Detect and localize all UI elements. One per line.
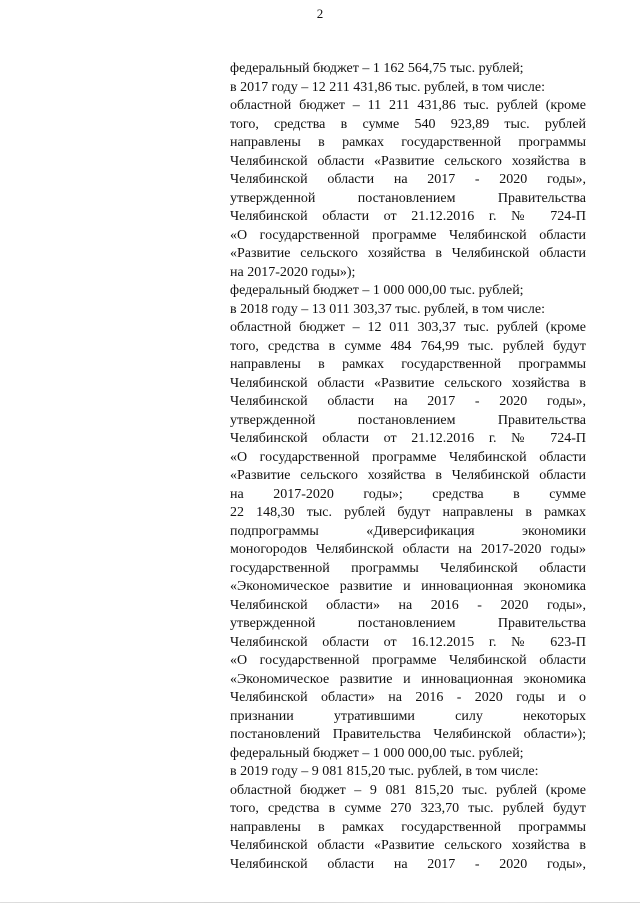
text-line: Челябинской области на 2017 - 2020 годы»,	[230, 856, 586, 872]
text-line: в 2019 году – 9 081 815,20 тыс. рублей, в том числе:	[230, 764, 539, 779]
text-line: утвержденной постановлением Правительства	[230, 616, 586, 631]
text-line: на 2017-2020 годы»);	[230, 264, 356, 280]
text-line: в 2018 году – 13 011 303,37 тыс. рублей, в том числе:	[230, 301, 546, 317]
text-line: в 2017 году – 12 211 431,86 тыс. рублей, в том числе:	[230, 79, 546, 95]
text-line: Челябинской области на 2017 - 2020 годы»,	[230, 394, 586, 409]
text-line: того, средства в сумме 540 923,89 тыс. рублей	[230, 116, 586, 132]
text-line: государственной программы Челябинской области	[230, 560, 586, 576]
text-line: на 2017-2020 годы»; средства в сумме	[230, 486, 586, 502]
text-line: федеральный бюджет – 1 000 000,00 тыс. рублей;	[230, 745, 524, 761]
text-line: Челябинской области от 21.12.2016 г. № 724-П	[230, 209, 586, 224]
text-line: Челябинской области «Развитие сельского хозяйства в	[230, 153, 586, 169]
text-line: того, средства в сумме 484 764,99 тыс. рублей будут	[230, 338, 586, 354]
text-line: федеральный бюджет – 1 000 000,00 тыс. рублей;	[230, 283, 524, 298]
text-line: «О государственной программе Челябинской области	[230, 227, 586, 243]
text-line: федеральный бюджет – 1 162 564,75 тыс. рублей;	[230, 61, 524, 76]
text-line: «Экономическое развитие и инновационная экономика	[230, 671, 586, 687]
text-line: Челябинской области от 21.12.2016 г. № 724-П	[230, 431, 586, 446]
text-line: Челябинской области» на 2016 - 2020 годы»,	[230, 597, 586, 613]
text-line: «Развитие сельского хозяйства в Челябинской области	[230, 468, 586, 483]
text-line: Челябинской области «Развитие сельского хозяйства в	[230, 838, 586, 853]
text-line: Челябинской области «Развитие сельского хозяйства в	[230, 375, 586, 391]
text-line: Челябинской области на 2017 - 2020 годы»,	[230, 172, 586, 187]
document-body	[230, 60, 586, 874]
page-number: 2	[316, 6, 324, 21]
text-line: 22 148,30 тыс. рублей будут направлены в рамках	[230, 505, 586, 520]
text-line: «О государственной программе Челябинской области	[230, 653, 586, 668]
text-line: областной бюджет – 12 011 303,37 тыс. рублей (кроме	[230, 320, 586, 335]
text-line: подпрограммы «Диверсификация экономики	[230, 523, 586, 539]
text-line: моногородов Челябинской области на 2017-2020 годы»	[230, 542, 586, 557]
text-line: направлены в рамках государственной программы	[230, 819, 586, 835]
text-line: «Экономическое развитие и инновационная экономика	[230, 579, 586, 594]
text-line: «О государственной программе Челябинской области	[230, 449, 586, 465]
text-line: того, средства в сумме 270 323,70 тыс. рублей будут	[230, 801, 586, 816]
text-line: «Развитие сельского хозяйства в Челябинской области	[230, 246, 586, 261]
scan-edge-line	[0, 902, 640, 903]
text-line: областной бюджет – 11 211 431,86 тыс. рублей (кроме	[230, 98, 586, 113]
text-line: областной бюджет – 9 081 815,20 тыс. рублей (кроме	[230, 782, 586, 798]
text-line: утвержденной постановлением Правительства	[230, 412, 586, 428]
text-line: направлены в рамках государственной программы	[230, 357, 586, 372]
text-line: направлены в рамках государственной программы	[230, 135, 586, 150]
text-line: признании утратившими силу некоторых	[230, 708, 586, 724]
text-line: Челябинской области от 16.12.2015 г. № 623-П	[230, 634, 586, 650]
text-line: Челябинской области» на 2016 - 2020 годы и о	[230, 690, 586, 705]
text-line: утвержденной постановлением Правительства	[230, 190, 586, 206]
text-line: постановлений Правительства Челябинской области»);	[230, 727, 586, 742]
